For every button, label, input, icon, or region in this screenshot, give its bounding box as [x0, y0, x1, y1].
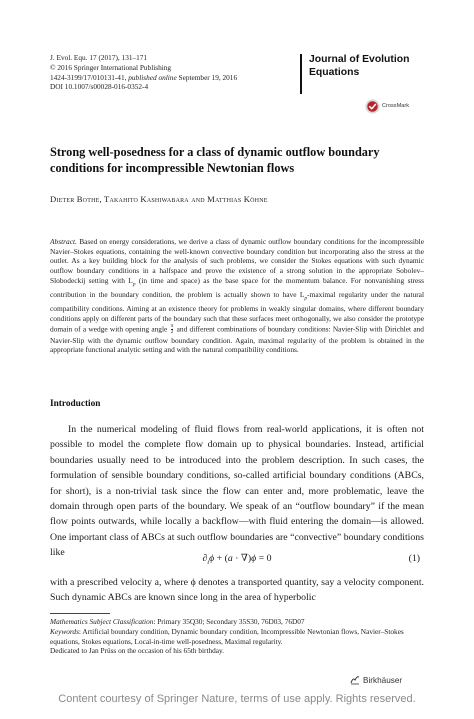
- article-title: Strong well-posedness for a class of dynamic outflow boundary conditions for incompressible Newtonian flows: [50, 145, 380, 175]
- abstract-label: Abstract.: [50, 237, 77, 246]
- courtesy-watermark: Content courtesy of Springer Nature, terms of use apply. Rights reserved.: [58, 693, 416, 705]
- crossmark-label: CrossMark: [382, 103, 410, 109]
- introduction-continuation: with a prescribed velocity a, where ϕ denotes a transported quantity, say a velocity component. Such dynamic ABCs are known since long in the area of hyperbolic: [50, 577, 424, 604]
- opening-angle-fraction: [171, 324, 174, 336]
- crossmark-icon: [365, 99, 380, 114]
- citation-block: [50, 53, 320, 92]
- keywords-value: : Artificial boundary condition, Dynamic boundary condition, Incompressible Newtonian flows, Navier–Stokes equations, Stokes equations, Local-in-time well-posedness, Maximal regularity.: [50, 626, 404, 646]
- publisher-name: Birkhäuser: [363, 675, 403, 685]
- msc-label: Mathematics Subject Classification: [50, 617, 154, 626]
- copyright-line: © 2016 Springer International Publishing: [50, 62, 172, 72]
- abstract-text-2: (in time and space) as the base space for the momentum balance. For nonvanishing stress contribution in the boundary condition, the problem is actually shown to have L: [50, 275, 425, 299]
- equation-formula: $\partial_t\phi + (a \cdot \nabla)\phi = 0$: [202, 553, 272, 566]
- equation-1: [50, 553, 424, 567]
- journal-citation: J. Evol. Equ. 17 (2017), 131–171: [50, 53, 148, 62]
- crossmark-badge[interactable]: [365, 98, 409, 114]
- abstract-text-4: and different combinations of boundary conditions: Navier-Slip with Dirichlet and Navier-Slip with the dynamic outflow boundary condition. Again, maximal regularity of the problem is obtained in the appropriate functional analytic setting and with the natural compatibility conditions.: [50, 324, 424, 355]
- fraction-numerator: π: [170, 322, 174, 329]
- publisher-mark: [350, 675, 402, 685]
- footnotes: [50, 617, 424, 656]
- equation-number: (1): [408, 553, 420, 564]
- birkhauser-logo-icon: [350, 675, 360, 685]
- keywords-line: [50, 627, 424, 647]
- msc-value: : Primary 35Q30; Secondary 35S30, 76D03, 76D07: [153, 617, 305, 626]
- dedication-line: Dedicated to Jan Prüss on the occasion of his 65th birthday.: [50, 646, 225, 656]
- author-list: Dieter Bothe, Takahito Kashiwabara and Matthias Köhne: [50, 194, 268, 204]
- published-online-label: published online: [128, 72, 177, 82]
- introduction-body: [50, 422, 424, 561]
- footnote-divider: [50, 613, 110, 614]
- abstract-subscript-p-2: p: [304, 295, 308, 302]
- abstract-text-3: -maximal regularity under the natural compatibility conditions. Aiming at an existence theory for problems in weakly singular domains, where different boundary conditions apply on different parts of the boundary such that these surfaces meet orthogonally, we also consider the prototype domain of a wedge with opening angle: [50, 289, 424, 334]
- published-date: September 19, 2016: [176, 72, 238, 82]
- journal-name-line-2: Equations: [309, 66, 360, 78]
- publication-line: [50, 73, 320, 83]
- journal-name-box: [300, 54, 430, 94]
- introduction-paragraph: In the numerical modeling of fluid flows from real-world applications, it is often not possible to model the complete flow domain up to physical boundaries. Instead, artificial boundaries usually need to be introduced into the problem description. In such cases, the formulation of sensible boundary conditions, so-called artificial boundary conditions (ABCs, for short), is a non-trivial task since the flow can enter and, more problematic, leave the domain through open parts of the boundary. We speak of an “outflow boundary” if the mean flow points outwards, while locally a backflow—with fluid entering the domain—is allowed. One important class of ABCs at such outflow boundaries are “convective” boundary conditions like: [50, 424, 424, 559]
- journal-name-line-1: Journal of Evolution: [309, 54, 410, 65]
- abstract-subscript-p-1: p: [132, 281, 136, 288]
- issn-prefix: 1424-3199/17/010131-41,: [50, 72, 129, 82]
- abstract-text-1: Based on energy considerations, we derive a class of dynamic outflow boundary conditions for the incompressible Navier–Stokes equations, containing the well-known convective boundary condition but incorporating also the stress at the outlet. As a key building block for the analysis of such problems, we consider the Stokes equations with such dynamic outflow boundary conditions in a halfspace and prove the existence of a strong solution in the appropriate Sobolev–Slobodeckij setting with L: [50, 237, 424, 285]
- msc-line: [50, 617, 424, 627]
- abstract: [50, 237, 424, 355]
- keywords-label: Keywords: [50, 626, 79, 636]
- doi-line[interactable]: DOI 10.1007/s00028-016-0352-4: [50, 82, 149, 92]
- section-heading-introduction: Introduction: [50, 399, 101, 409]
- fraction-denominator: 2: [170, 329, 174, 336]
